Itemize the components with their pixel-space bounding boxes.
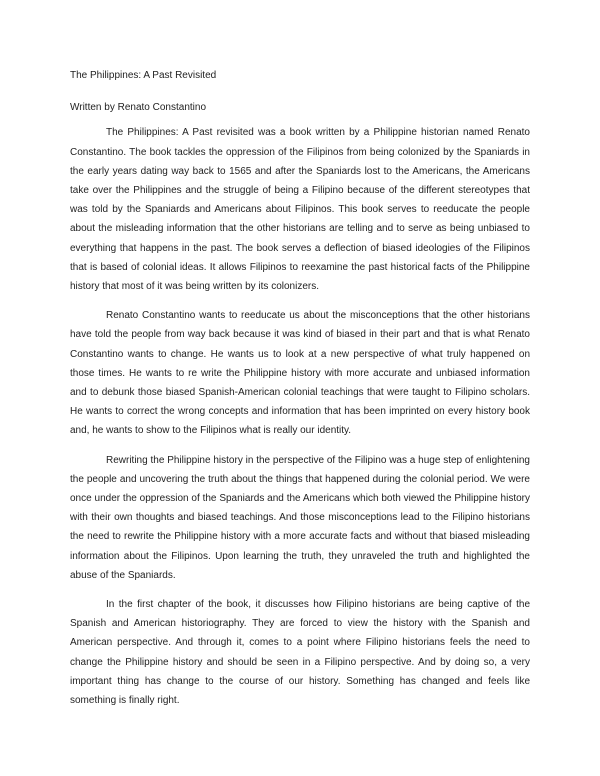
paragraph-4: In the first chapter of the book, it discusses how Filipino historians are being captive of the Spanish and American historiography. They are forced to view the history with the Spanish and American perspective. And through it, comes to a point where Filipino historians feels the need to change the Philippine history and should be seen in a Filipino perspective. And by doing so, a very important thing has change to the course of our history. Something has changed and feels like something is finally right. [70,599,530,707]
paragraph-1: The Philippines: A Past revisited was a book written by a Philippine historian named Renato Constantino. The book tackles the oppression of the Filipinos from being colonized by the Spaniards in the early years dating way back to 1565 and after the Spaniards lost to the Americans, the Americans take over the Philippines and the struggle of being a Filipino because of the different stereotypes that was told by the Spaniards and Americans about Filipinos. This book serves to reeducate the people about the misleading information that the other historians are telling and to serve as being unbiased to everything that happens in the past. The book serves a deflection of biased ideologies of the Filipinos that is based of colonial ideas. It allows Filipinos to reexamine the past historical facts of the Philippine history that most of it was being written by its colonizers. [70,127,530,293]
document-body [70,66,530,710]
paragraph-2: Renato Constantino wants to reeducate us about the misconceptions that the other historians have told the people from way back because it was kind of biased in their part and that is what Renato Constantino wants to change. He wants us to look at a new perspective of what truly happened on those times. He wants to re write the Philippine history with more accurate and unbiased information and to debunk those biased Spanish-American colonial teachings that were taught to Filipino scholars. He wants to correct the wrong concepts and information that has been imprinted on every history book and, he wants to show to the Filipinos what is really our identity. [70,310,530,437]
document-byline: Written by Renato Constantino [70,102,207,114]
paragraph-3: Rewriting the Philippine history in the perspective of the Filipino was a huge step of enlightening the people and uncovering the truth about the things that happened during the colonial period. We were once under the oppression of the Spaniards and the Americans which both viewed the Philippine history with their own thoughts and biased teachings. And those misconceptions lead to the Filipino historians the need to rewrite the Philippine history with a more accurate facts and without that biased misleading information about the Filipinos. Upon learning the truth, they unraveled the truth and highlighted the abuse of the Spaniards. [70,454,530,581]
document-title: The Philippines: A Past Revisited [70,70,217,81]
